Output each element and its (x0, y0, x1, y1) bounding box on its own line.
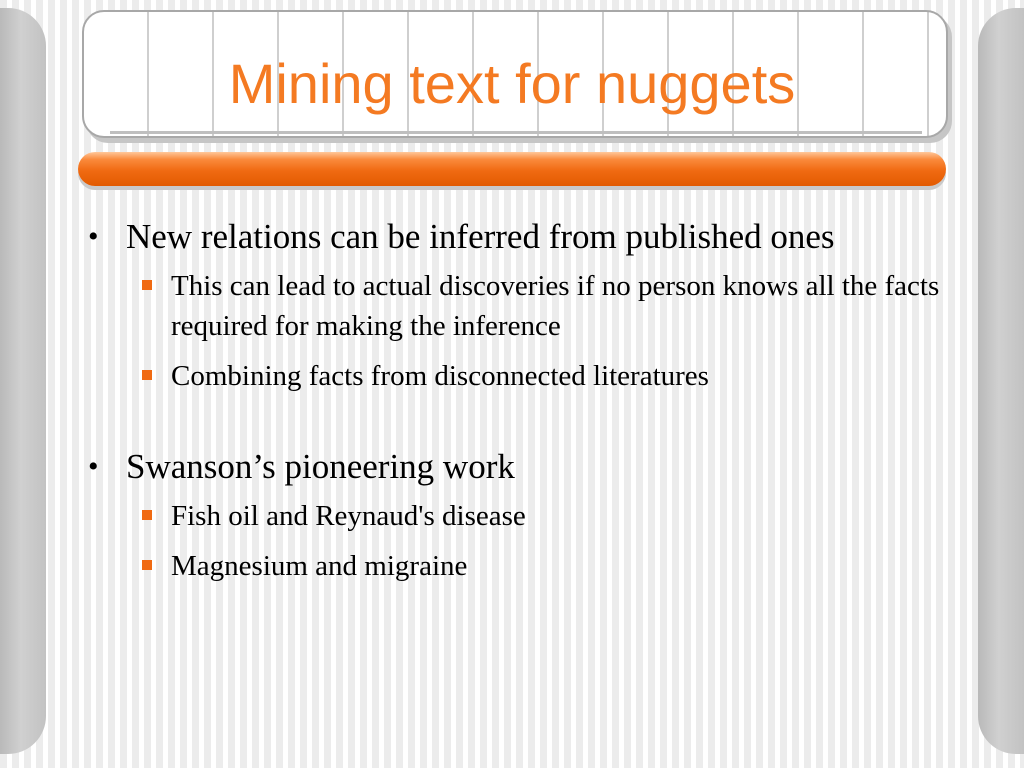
square-bullet-icon (142, 280, 152, 290)
bullet-item (86, 444, 956, 490)
square-bullet-icon (142, 510, 152, 520)
bullet-text: New relations can be inferred from published ones (126, 217, 835, 256)
slide-title: Mining text for nuggets (228, 52, 796, 115)
square-bullet-icon (142, 560, 152, 570)
bullet-text: Swanson’s pioneering work (126, 447, 515, 486)
bullet-item (86, 214, 956, 260)
spacer (86, 406, 956, 444)
sub-bullet-text: This can lead to actual discoveries if no person knows all the facts required for making the inference (171, 270, 940, 342)
accent-bar (78, 152, 946, 186)
bullet-dot-icon: • (88, 450, 99, 483)
sub-bullet-item (86, 496, 956, 536)
sub-bullet-text: Fish oil and Reynaud's disease (171, 500, 526, 532)
title-underline (110, 131, 922, 134)
slide-body (86, 214, 956, 596)
sub-bullet-text: Magnesium and migraine (171, 550, 468, 582)
sub-bullet-text: Combining facts from disconnected literatures (171, 360, 709, 392)
bullet-dot-icon: • (88, 220, 99, 253)
sub-bullet-item (86, 356, 956, 396)
square-bullet-icon (142, 370, 152, 380)
sub-bullet-item (86, 546, 956, 586)
sub-bullet-item (86, 266, 956, 346)
